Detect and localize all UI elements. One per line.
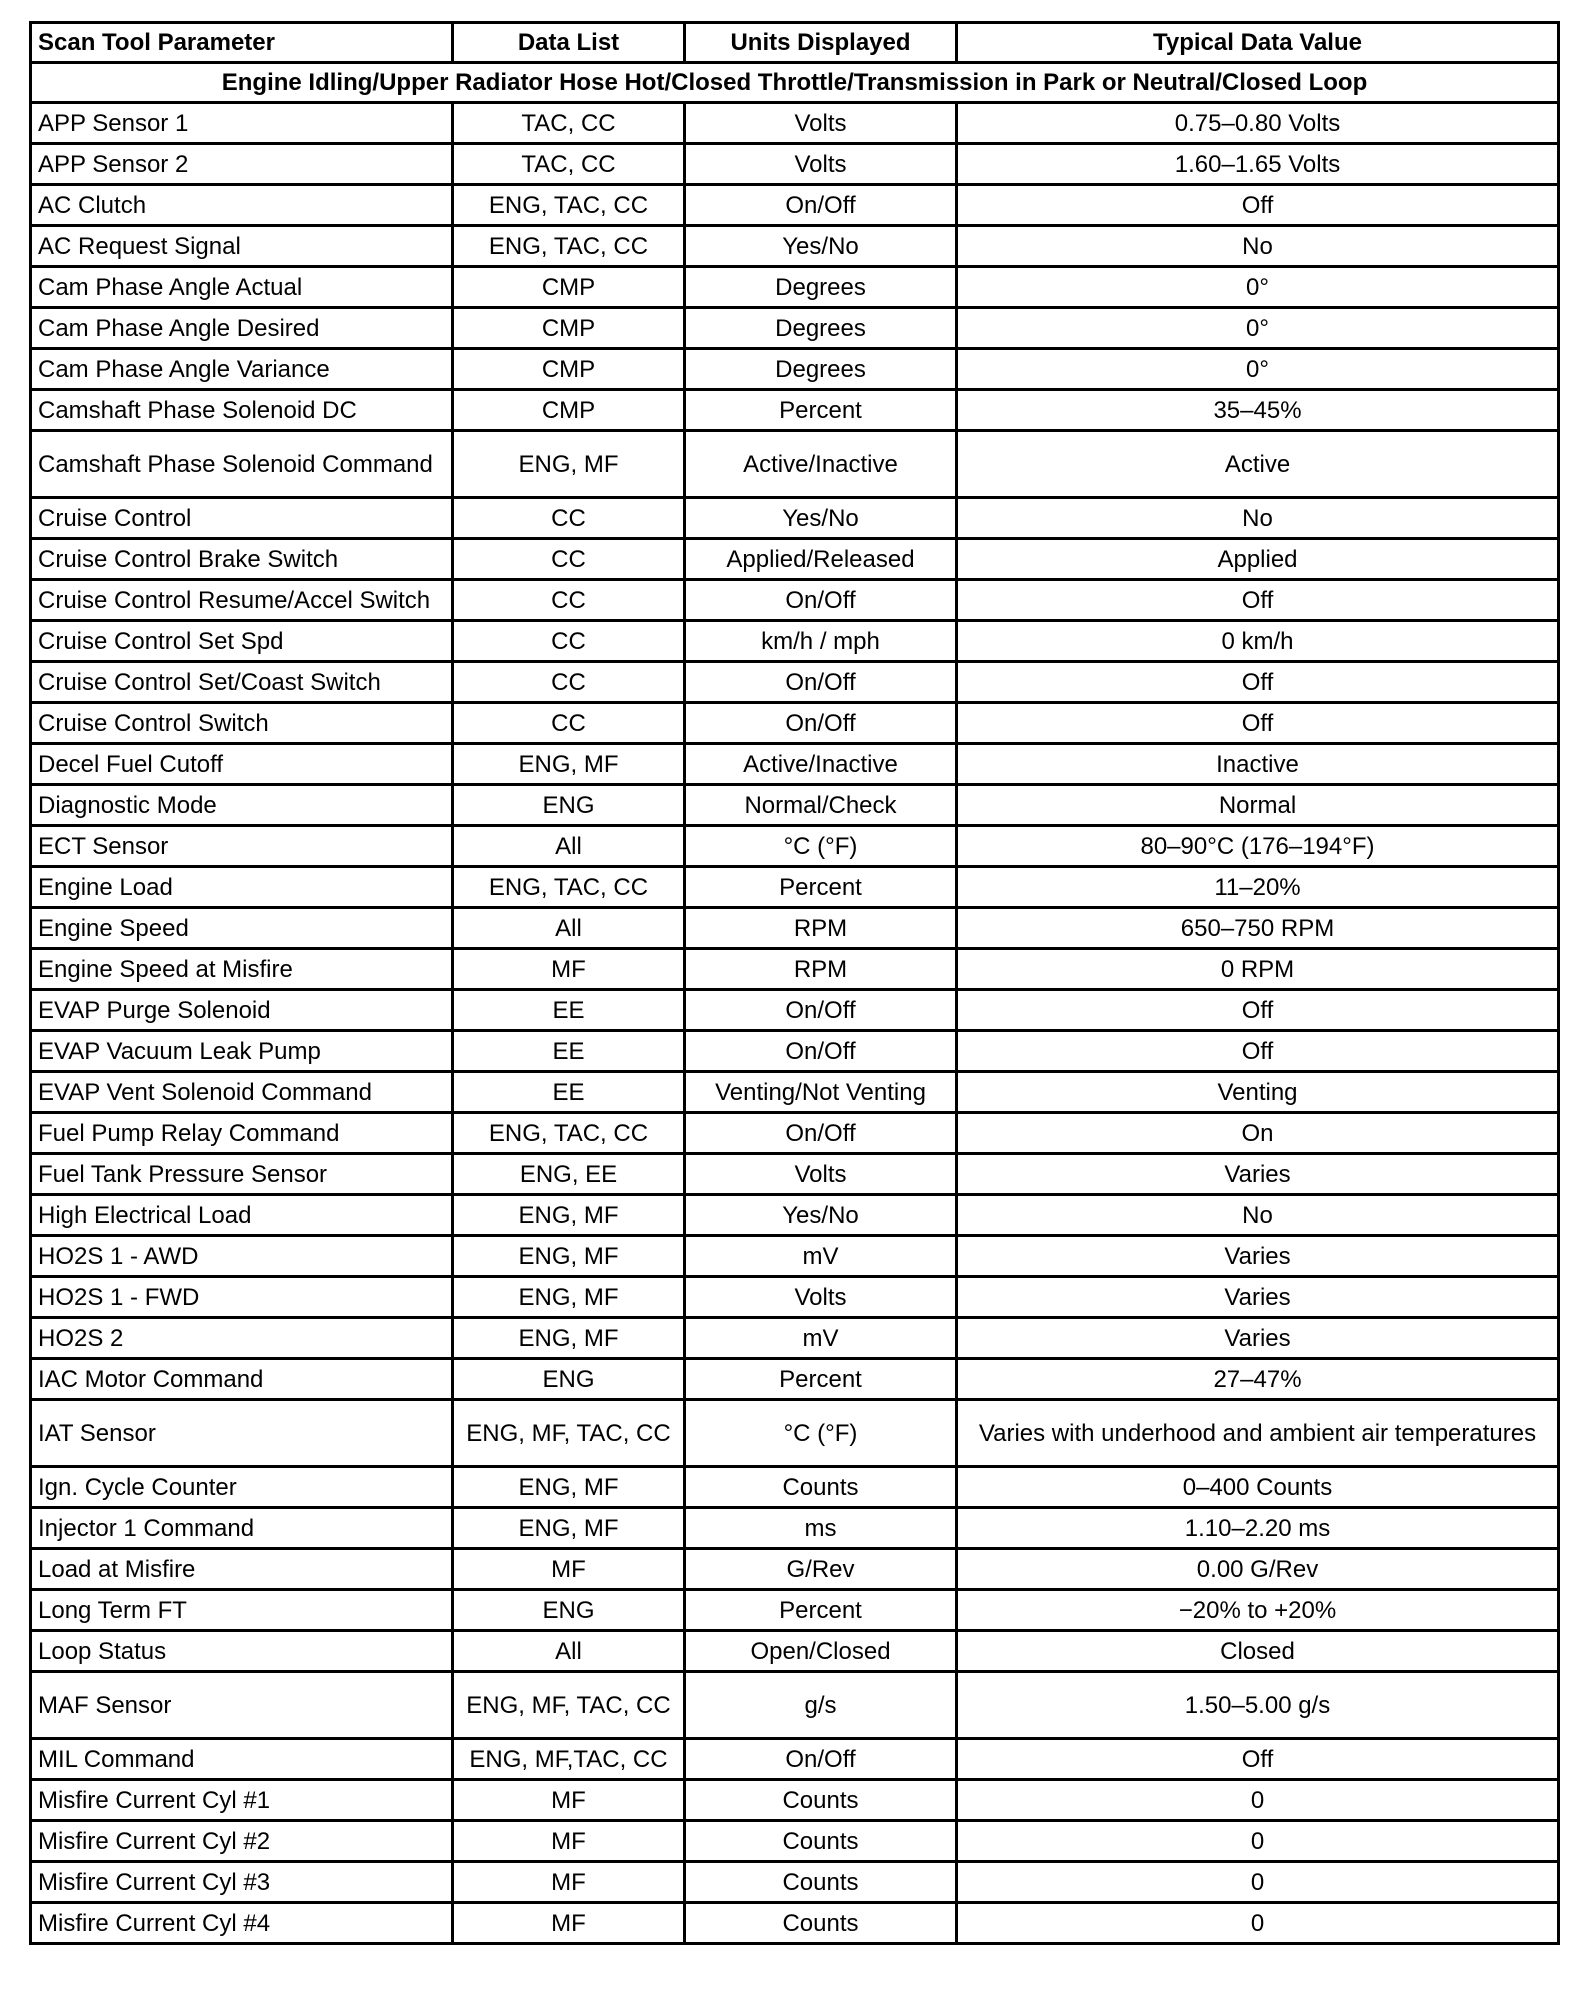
units-cell: Yes/No [685,498,957,539]
data-list-cell: MF [453,1821,685,1862]
table-row [31,867,1559,908]
units-cell: Volts [685,103,957,144]
data-list-cell: CMP [453,267,685,308]
typical-value-cell: Closed [957,1631,1559,1672]
param-cell: Camshaft Phase Solenoid Command [31,431,453,498]
typical-value-cell: Off [957,990,1559,1031]
units-cell: Degrees [685,308,957,349]
data-list-cell: MF [453,1862,685,1903]
typical-value-cell: 1.60–1.65 Volts [957,144,1559,185]
typical-value-cell: 0 [957,1903,1559,1944]
typical-value-cell: Off [957,1031,1559,1072]
param-cell: Cruise Control Set/Coast Switch [31,662,453,703]
units-cell: Volts [685,1277,957,1318]
table-row [31,144,1559,185]
param-cell: Cam Phase Angle Actual [31,267,453,308]
table-row [31,1549,1559,1590]
typical-value-cell: Varies [957,1154,1559,1195]
typical-value-cell: Off [957,185,1559,226]
typical-value-cell: 1.50–5.00 g/s [957,1672,1559,1739]
typical-value-cell: 0° [957,349,1559,390]
units-cell: °C (°F) [685,826,957,867]
typical-value-cell: Applied [957,539,1559,580]
data-list-cell: CC [453,621,685,662]
table-row [31,226,1559,267]
units-cell: Normal/Check [685,785,957,826]
table-row [31,498,1559,539]
data-list-cell: TAC, CC [453,103,685,144]
param-cell: Fuel Tank Pressure Sensor [31,1154,453,1195]
typical-value-cell: 0–400 Counts [957,1467,1559,1508]
data-list-cell: CC [453,703,685,744]
typical-value-cell: No [957,1195,1559,1236]
data-list-cell: ENG, MF [453,744,685,785]
typical-value-cell: 1.10–2.20 ms [957,1508,1559,1549]
units-cell: On/Off [685,1739,957,1780]
typical-value-cell: −20% to +20% [957,1590,1559,1631]
units-cell: Venting/Not Venting [685,1072,957,1113]
param-cell: AC Request Signal [31,226,453,267]
data-list-cell: ENG, MF [453,1318,685,1359]
units-cell: Counts [685,1862,957,1903]
scan-tool-data-table [29,21,1560,1945]
table-row [31,1672,1559,1739]
typical-value-cell: 0° [957,308,1559,349]
table-row [31,908,1559,949]
typical-value-cell: 0.00 G/Rev [957,1549,1559,1590]
typical-value-cell: Off [957,703,1559,744]
data-list-cell: ENG [453,1359,685,1400]
units-cell: RPM [685,908,957,949]
param-cell: High Electrical Load [31,1195,453,1236]
param-cell: AC Clutch [31,185,453,226]
table-row [31,1031,1559,1072]
typical-value-cell: No [957,226,1559,267]
table-row [31,431,1559,498]
typical-value-cell: 0 RPM [957,949,1559,990]
typical-value-cell: Normal [957,785,1559,826]
param-cell: Engine Speed [31,908,453,949]
param-cell: EVAP Purge Solenoid [31,990,453,1031]
param-cell: Loop Status [31,1631,453,1672]
param-cell: HO2S 2 [31,1318,453,1359]
param-cell: Diagnostic Mode [31,785,453,826]
data-list-cell: All [453,826,685,867]
table-row [31,744,1559,785]
param-cell: Misfire Current Cyl #1 [31,1780,453,1821]
table-row [31,1590,1559,1631]
data-list-cell: EE [453,1031,685,1072]
param-cell: Misfire Current Cyl #4 [31,1903,453,1944]
units-cell: Volts [685,1154,957,1195]
param-cell: Ign. Cycle Counter [31,1467,453,1508]
table-row [31,267,1559,308]
table-row [31,1113,1559,1154]
units-cell: Percent [685,867,957,908]
table-row [31,662,1559,703]
data-list-cell: ENG, MF [453,1277,685,1318]
units-cell: Counts [685,1467,957,1508]
param-cell: MAF Sensor [31,1672,453,1739]
units-cell: Active/Inactive [685,744,957,785]
table-row [31,1195,1559,1236]
param-cell: Cruise Control Resume/Accel Switch [31,580,453,621]
param-cell: Misfire Current Cyl #2 [31,1821,453,1862]
units-cell: Volts [685,144,957,185]
param-cell: Load at Misfire [31,1549,453,1590]
typical-value-cell: 650–750 RPM [957,908,1559,949]
units-cell: mV [685,1236,957,1277]
param-cell: Misfire Current Cyl #3 [31,1862,453,1903]
param-cell: APP Sensor 1 [31,103,453,144]
units-cell: Counts [685,1821,957,1862]
param-cell: MIL Command [31,1739,453,1780]
data-list-cell: ENG, TAC, CC [453,185,685,226]
param-cell: Cruise Control Set Spd [31,621,453,662]
typical-value-cell: Off [957,662,1559,703]
table-body [31,63,1559,1944]
table-row [31,1400,1559,1467]
data-list-cell: CMP [453,349,685,390]
table-row [31,1467,1559,1508]
typical-value-cell: Venting [957,1072,1559,1113]
units-cell: Counts [685,1780,957,1821]
units-cell: On/Off [685,1113,957,1154]
data-list-cell: ENG [453,1590,685,1631]
units-cell: Counts [685,1903,957,1944]
units-cell: ms [685,1508,957,1549]
data-list-cell: CMP [453,390,685,431]
data-list-cell: ENG [453,785,685,826]
param-cell: HO2S 1 - AWD [31,1236,453,1277]
data-list-cell: CC [453,580,685,621]
param-cell: Engine Load [31,867,453,908]
data-list-cell: ENG, MF [453,1236,685,1277]
typical-value-cell: On [957,1113,1559,1154]
units-cell: Open/Closed [685,1631,957,1672]
typical-value-cell: Varies [957,1318,1559,1359]
data-list-cell: MF [453,949,685,990]
typical-value-cell: 11–20% [957,867,1559,908]
table-row [31,308,1559,349]
units-cell: On/Off [685,185,957,226]
units-cell: Active/Inactive [685,431,957,498]
param-cell: Injector 1 Command [31,1508,453,1549]
table-row [31,185,1559,226]
param-cell: Decel Fuel Cutoff [31,744,453,785]
param-cell: Cam Phase Angle Desired [31,308,453,349]
table-row [31,826,1559,867]
table-row [31,1631,1559,1672]
param-cell: Engine Speed at Misfire [31,949,453,990]
typical-value-cell: Off [957,1739,1559,1780]
typical-value-cell: Active [957,431,1559,498]
typical-value-cell: Off [957,580,1559,621]
units-cell: On/Off [685,990,957,1031]
units-cell: Degrees [685,267,957,308]
param-cell: Cam Phase Angle Variance [31,349,453,390]
table-row [31,785,1559,826]
units-cell: On/Off [685,580,957,621]
data-list-cell: TAC, CC [453,144,685,185]
table-row [31,390,1559,431]
typical-value-cell: 27–47% [957,1359,1559,1400]
param-cell: Camshaft Phase Solenoid DC [31,390,453,431]
typical-value-cell: 0 km/h [957,621,1559,662]
table-row [31,949,1559,990]
typical-value-cell: No [957,498,1559,539]
param-cell: EVAP Vacuum Leak Pump [31,1031,453,1072]
units-cell: g/s [685,1672,957,1739]
param-cell: Long Term FT [31,1590,453,1631]
header-typical-data-value: Typical Data Value [957,23,1559,63]
param-cell: Cruise Control [31,498,453,539]
units-cell: On/Off [685,703,957,744]
param-cell: APP Sensor 2 [31,144,453,185]
table-row [31,349,1559,390]
table-row [31,1277,1559,1318]
param-cell: Fuel Pump Relay Command [31,1113,453,1154]
data-list-cell: ENG, MF,TAC, CC [453,1739,685,1780]
units-cell: Percent [685,1359,957,1400]
condition-banner-row [31,63,1559,103]
table-row [31,621,1559,662]
param-cell: Cruise Control Brake Switch [31,539,453,580]
typical-value-cell: 0 [957,1862,1559,1903]
units-cell: Yes/No [685,226,957,267]
data-list-cell: All [453,1631,685,1672]
data-list-cell: ENG, MF [453,1508,685,1549]
param-cell: ECT Sensor [31,826,453,867]
table-row [31,580,1559,621]
scan-tool-data-sheet [29,21,1557,1945]
data-list-cell: ENG, TAC, CC [453,226,685,267]
typical-value-cell: 0 [957,1780,1559,1821]
data-list-cell: ENG, MF [453,1195,685,1236]
data-list-cell: MF [453,1903,685,1944]
typical-value-cell: 0 [957,1821,1559,1862]
typical-value-cell: Inactive [957,744,1559,785]
table-row [31,539,1559,580]
typical-value-cell: Varies with underhood and ambient air temperatures [957,1400,1559,1467]
table-row [31,1154,1559,1195]
data-list-cell: ENG, TAC, CC [453,867,685,908]
units-cell: RPM [685,949,957,990]
units-cell: mV [685,1318,957,1359]
param-cell: EVAP Vent Solenoid Command [31,1072,453,1113]
typical-value-cell: Varies [957,1236,1559,1277]
data-list-cell: EE [453,1072,685,1113]
data-list-cell: CC [453,539,685,580]
units-cell: On/Off [685,1031,957,1072]
table-row [31,1903,1559,1944]
table-row [31,990,1559,1031]
data-list-cell: ENG, MF [453,431,685,498]
typical-value-cell: 80–90°C (176–194°F) [957,826,1559,867]
typical-value-cell: 0.75–0.80 Volts [957,103,1559,144]
table-row [31,103,1559,144]
data-list-cell: CC [453,498,685,539]
data-list-cell: MF [453,1780,685,1821]
data-list-cell: ENG, EE [453,1154,685,1195]
data-list-cell: ENG, MF, TAC, CC [453,1400,685,1467]
data-list-cell: ENG, TAC, CC [453,1113,685,1154]
table-row [31,1236,1559,1277]
units-cell: Percent [685,390,957,431]
table-row [31,1821,1559,1862]
condition-banner: Engine Idling/Upper Radiator Hose Hot/Closed Throttle/Transmission in Park or Neutral/Closed Loop [31,63,1559,103]
table-row [31,1072,1559,1113]
data-list-cell: ENG, MF [453,1467,685,1508]
param-cell: IAC Motor Command [31,1359,453,1400]
units-cell: °C (°F) [685,1400,957,1467]
typical-value-cell: 0° [957,267,1559,308]
header-data-list: Data List [453,23,685,63]
typical-value-cell: Varies [957,1277,1559,1318]
table-row [31,1739,1559,1780]
units-cell: km/h / mph [685,621,957,662]
table-header-row [31,23,1559,63]
table-row [31,703,1559,744]
data-list-cell: EE [453,990,685,1031]
header-scan-tool-parameter: Scan Tool Parameter [31,23,453,63]
units-cell: Yes/No [685,1195,957,1236]
table-row [31,1862,1559,1903]
data-list-cell: MF [453,1549,685,1590]
units-cell: Percent [685,1590,957,1631]
table-row [31,1780,1559,1821]
data-list-cell: CC [453,662,685,703]
header-units-displayed: Units Displayed [685,23,957,63]
param-cell: IAT Sensor [31,1400,453,1467]
units-cell: On/Off [685,662,957,703]
units-cell: Degrees [685,349,957,390]
param-cell: Cruise Control Switch [31,703,453,744]
table-row [31,1359,1559,1400]
typical-value-cell: 35–45% [957,390,1559,431]
data-list-cell: CMP [453,308,685,349]
param-cell: HO2S 1 - FWD [31,1277,453,1318]
units-cell: G/Rev [685,1549,957,1590]
data-list-cell: ENG, MF, TAC, CC [453,1672,685,1739]
table-row [31,1508,1559,1549]
data-list-cell: All [453,908,685,949]
units-cell: Applied/Released [685,539,957,580]
table-row [31,1318,1559,1359]
